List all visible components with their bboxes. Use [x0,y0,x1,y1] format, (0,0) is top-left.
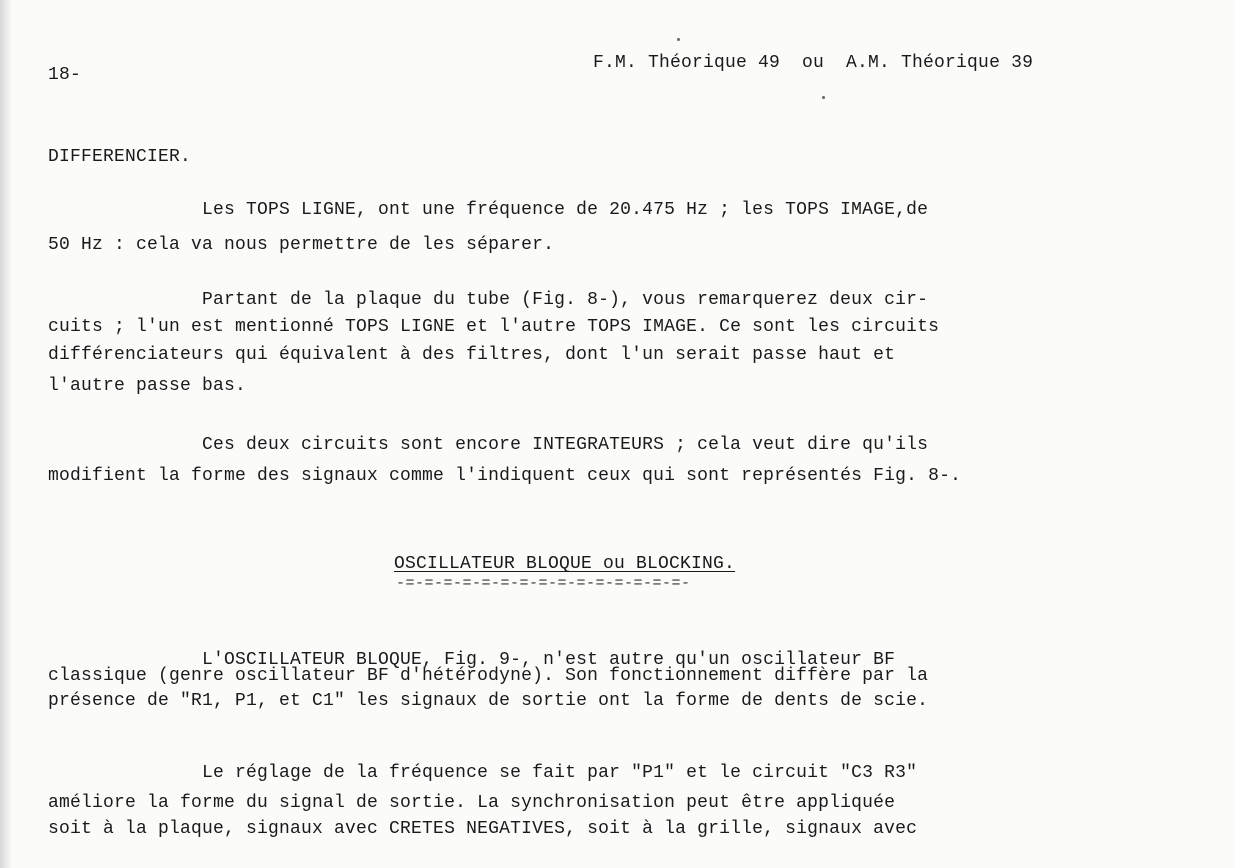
paragraph-line: Ces deux circuits sont encore INTEGRATEURS ; cela veut dire qu'ils [48,435,929,455]
paragraph-line: l'autre passe bas. [48,376,247,396]
paragraph-line: améliore la forme du signal de sortie. La synchronisation peut être appliquée [48,793,896,813]
paragraph-line: soit à la plaque, signaux avec CRETES NEGATIVES, soit à la grille, signaux avec [48,819,918,839]
paragraph-line: modifient la forme des signaux comme l'indiquent ceux qui sont représentés Fig. 8-. [48,466,962,486]
paragraph-line: 50 Hz : cela va nous permettre de les séparer. [48,235,555,255]
scan-speck [677,38,680,41]
paragraph-line: Le réglage de la fréquence se fait par "P1" et le circuit "C3 R3" [48,763,918,783]
paragraph-line: classique (genre oscillateur BF d'hétérodyne). Son fonctionnement diffère par la [48,666,929,686]
scan-speck [822,96,825,99]
paragraph-line: Partant de la plaque du tube (Fig. 8-), vous remarquerez deux cir- [48,290,929,310]
heading-underline-rule: -=-=-=-=-=-=-=-=-=-=-=-=-=-=-=- [396,575,691,592]
paragraph-line: Les TOPS LIGNE, ont une fréquence de 20.475 Hz ; les TOPS IMAGE,de [48,200,929,220]
paragraph-line: présence de "R1, P1, et C1" les signaux de sortie ont la forme de dents de scie. [48,691,929,711]
section-title: DIFFERENCIER. [48,147,192,167]
paragraph-line: différenciateurs qui équivalent à des filtres, dont l'un serait passe haut et [48,345,896,365]
paragraph-line: cuits ; l'un est mentionné TOPS LIGNE et l'autre TOPS IMAGE. Ce sont les circuits [48,317,940,337]
paragraph-line: L'OSCILLATEUR BLOQUE, Fig. 9-, n'est autre qu'un oscillateur BF [48,650,896,670]
section-heading: OSCILLATEUR BLOQUE ou BLOCKING. [394,554,736,574]
page-number: 18- [48,65,82,85]
running-header: F.M. Théorique 49 ou A.M. Théorique 39 [593,53,1034,73]
page-edge-shadow [0,0,12,868]
